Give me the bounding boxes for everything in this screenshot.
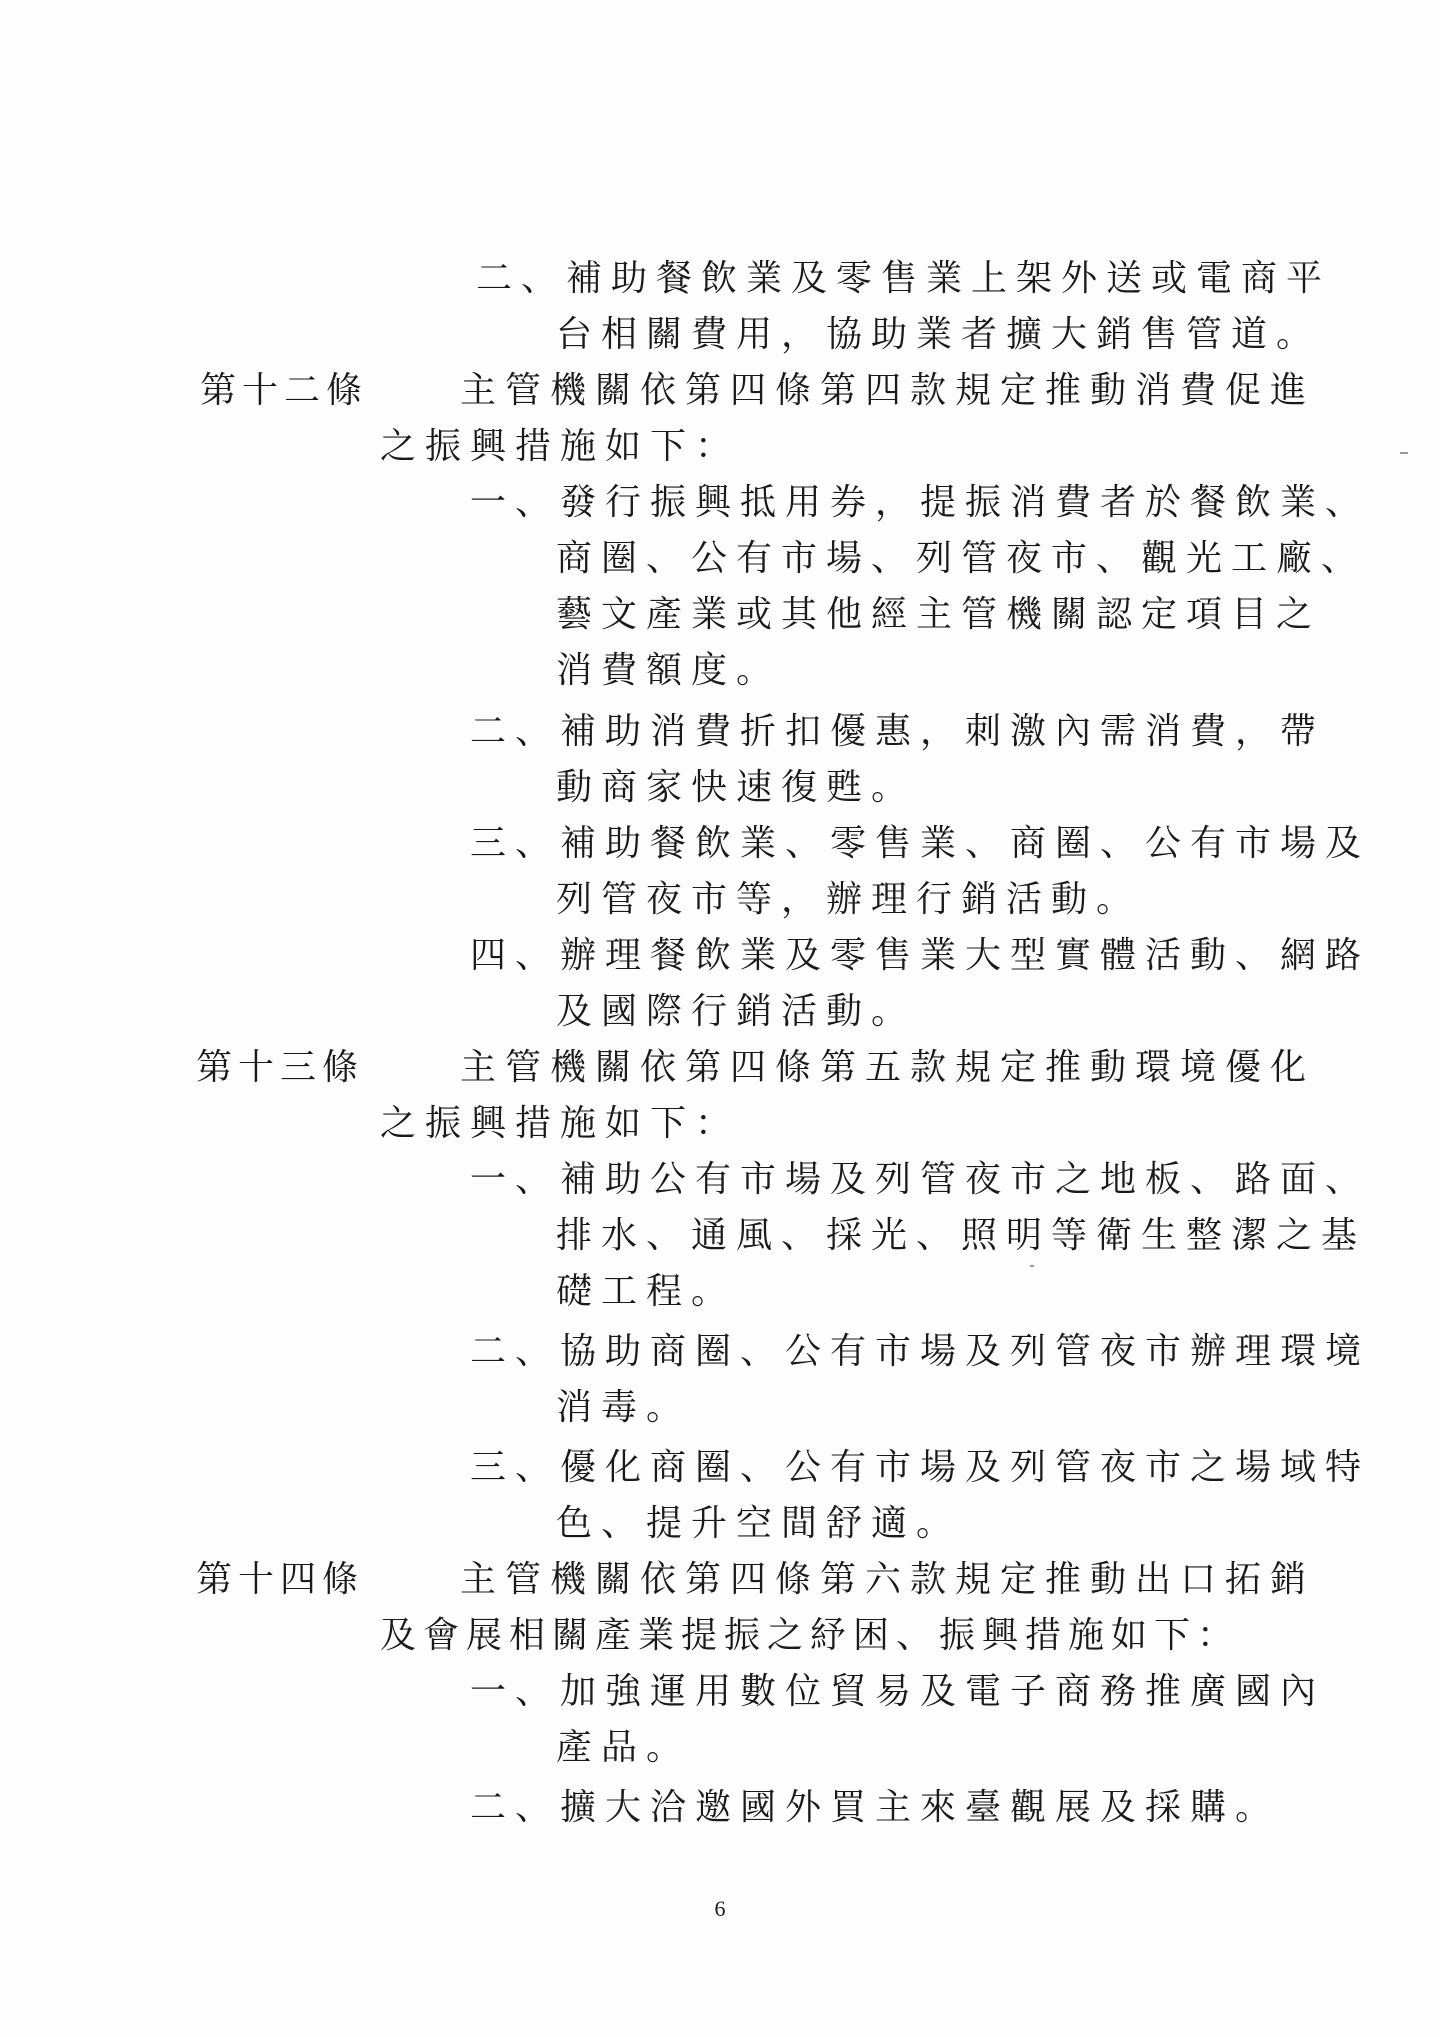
item-continuation-line: 動商家快速復甦。 (556, 767, 917, 808)
item-continuation-line: 礎工程。 (556, 1271, 737, 1312)
page-number: 6 (714, 1896, 726, 1921)
item-line: 一、補助公有市場及列管夜市之地板、路面、 (470, 1159, 1371, 1200)
item-continuation-line: 台相關費用，協助業者擴大銷售管道。 (556, 314, 1322, 355)
item-continuation-line: 消毒。 (556, 1387, 692, 1428)
scan-speck (1400, 452, 1408, 454)
item-continuation-line: 產品。 (556, 1727, 692, 1768)
article-number: 第十四條 (196, 1559, 365, 1600)
article-text-line: 主管機關依第四條第六款規定推動出口拓銷 (460, 1559, 1316, 1600)
article-text-line: 主管機關依第四條第五款規定推動環境優化 (460, 1047, 1316, 1088)
item-continuation-line: 商圈、公有市場、列管夜市、觀光工廠、 (556, 538, 1367, 579)
item-continuation-line: 藝文產業或其他經主管機關認定項目之 (556, 594, 1322, 635)
item-line: 二、擴大洽邀國外買主來臺觀展及採購。 (470, 1787, 1281, 1828)
item-line: 一、加強運用數位貿易及電子商務推廣國內 (470, 1671, 1326, 1712)
article-number: 第十二條 (200, 370, 369, 411)
scan-speck (1030, 1265, 1034, 1267)
item-line: 二、補助消費折扣優惠，刺激內需消費，帶 (470, 711, 1326, 752)
item-continuation-line: 排水、通風、採光、照明等衛生整潔之基 (556, 1215, 1367, 1256)
article-number: 第十三條 (196, 1047, 365, 1088)
item-continuation-line: 消費額度。 (556, 650, 782, 691)
article-text-line: 主管機關依第四條第四款規定推動消費促進 (460, 370, 1316, 411)
item-line: 四、辦理餐飲業及零售業大型實體活動、網路 (470, 935, 1371, 976)
item-line: 二、協助商圈、公有市場及列管夜市辦理環境 (470, 1331, 1371, 1372)
article-continuation-line: 及會展相關產業提振之紓困、振興措施如下： (380, 1615, 1241, 1656)
item-continuation-line: 列管夜市等，辦理行銷活動。 (556, 879, 1142, 920)
article-continuation-line: 之振興措施如下： (380, 426, 741, 467)
item-continuation-line: 及國際行銷活動。 (556, 991, 917, 1032)
article-continuation-line: 之振興措施如下： (380, 1103, 741, 1144)
item-line: 三、優化商圈、公有市場及列管夜市之場域特 (470, 1447, 1371, 1488)
item-continuation-line: 色、提升空間舒適。 (556, 1503, 962, 1544)
item-line: 二、補助餐飲業及零售業上架外送或電商平 (476, 258, 1332, 299)
item-line: 三、補助餐飲業、零售業、商圈、公有市場及 (470, 823, 1371, 864)
item-line: 一、發行振興抵用券，提振消費者於餐飲業、 (470, 482, 1371, 523)
